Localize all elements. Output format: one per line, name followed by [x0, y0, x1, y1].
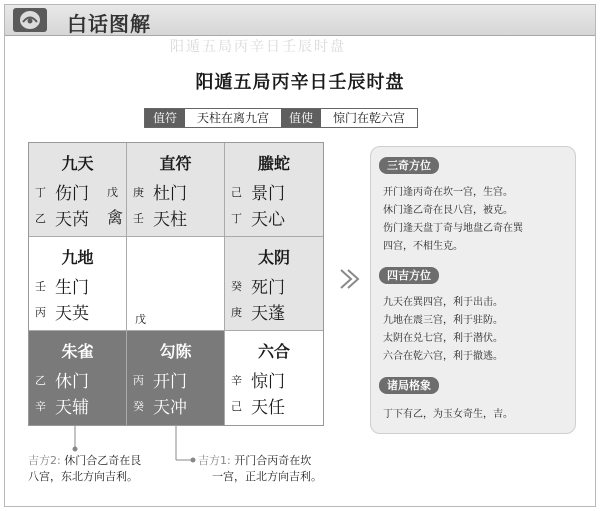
- panel-line: 丁下有乙，为玉女奇生，吉。: [383, 409, 513, 420]
- star-name: 天柱: [153, 210, 187, 230]
- god-name: 六合: [257, 342, 290, 361]
- header-title: 白话图解: [67, 12, 151, 36]
- panel-line: 四宫，不相生克。: [383, 241, 463, 252]
- panel-line: 开门逢丙奇在坎一宫，生宫。: [383, 187, 513, 198]
- section-tag-siji: 四吉方位: [379, 267, 439, 284]
- zhishi-value: 惊门在乾六宫: [321, 109, 417, 127]
- earth-stem: 辛: [35, 400, 46, 413]
- star-name: 天冲: [153, 398, 187, 418]
- section-tag-geju: 诸局格象: [379, 377, 439, 394]
- star-extra: 禽: [107, 208, 124, 227]
- door-name: 景门: [251, 184, 285, 204]
- callout-ji-fang-2: [28, 453, 141, 485]
- earth-stem: 丙: [35, 306, 46, 319]
- god-name: 太阴: [257, 248, 290, 267]
- callout-label: 吉方1:: [198, 454, 231, 467]
- panel-line: 九天在巽四宫，利于出击。: [383, 297, 503, 308]
- god-name: 九天: [61, 154, 94, 173]
- callout-text: 八宫，东北方向吉利。: [28, 470, 138, 483]
- god-name: 朱雀: [61, 342, 94, 361]
- heaven-stem: 丁: [35, 186, 46, 199]
- panel-line: 九地在震三宫，利于驻防。: [383, 315, 503, 326]
- heaven-stem: 己: [231, 186, 242, 199]
- panel-line: 伤门逢天盘丁奇与地盘乙奇在巽: [383, 223, 523, 234]
- earth-stem: 乙: [35, 212, 46, 225]
- star-name: 天辅: [55, 398, 89, 418]
- heaven-stem: 壬: [35, 280, 46, 293]
- zhifu-label: 值符: [145, 109, 185, 127]
- star-name: 天心: [251, 210, 285, 230]
- star-name: 天蓬: [251, 304, 285, 324]
- panel-line: 六合在乾六宫，利于撤逃。: [383, 351, 503, 362]
- section-tag-sanqi: 三奇方位: [379, 157, 439, 174]
- heaven-stem: 庚: [133, 186, 144, 199]
- center-stem: 戊: [135, 313, 146, 326]
- star-name: 天任: [251, 398, 285, 418]
- door-name: 杜门: [153, 184, 187, 204]
- callout-text: 开门合丙奇在坎: [234, 454, 312, 467]
- god-name: 螣蛇: [257, 154, 290, 173]
- panel-line: 休门逢乙奇在艮八宫，被克。: [383, 205, 513, 216]
- star-name: 天芮: [55, 210, 89, 230]
- callout-text: 一宫，正北方向吉利。: [212, 470, 322, 483]
- earth-stem: 戊: [107, 186, 118, 199]
- door-name: 死门: [251, 278, 285, 298]
- star-name: 天英: [55, 304, 89, 324]
- heaven-stem: 癸: [231, 280, 242, 293]
- panel-line: 太阴在兑七宫，利于潜伏。: [383, 333, 503, 344]
- door-name: 休门: [55, 372, 89, 392]
- door-name: 伤门: [55, 184, 89, 204]
- chart-title: 阳遁五局丙辛日壬辰时盘: [195, 72, 405, 93]
- heaven-stem: 乙: [35, 374, 46, 387]
- earth-stem: 丁: [231, 212, 242, 225]
- callout-label: 吉方2:: [28, 454, 61, 467]
- door-name: 惊门: [251, 372, 285, 392]
- zhifu-value: 天柱在离九宫: [185, 109, 281, 127]
- door-name: 开门: [153, 372, 187, 392]
- earth-stem: 庚: [231, 306, 242, 319]
- earth-stem: 壬: [133, 212, 144, 225]
- heaven-stem: 辛: [231, 374, 242, 387]
- earth-stem: 己: [231, 400, 242, 413]
- zhishi-label: 值使: [281, 109, 321, 127]
- god-name: 九地: [61, 248, 94, 267]
- door-name: 生门: [55, 278, 89, 298]
- heaven-stem: 丙: [133, 374, 144, 387]
- god-name: 直符: [159, 154, 192, 173]
- earth-stem: 癸: [133, 400, 144, 413]
- callout-ji-fang-1: [198, 453, 322, 485]
- faded-watermark-title: 阳遁五局丙辛日壬辰时盘: [170, 39, 346, 55]
- callout-text: 休门合乙奇在艮: [64, 454, 142, 467]
- god-name: 勾陈: [159, 342, 192, 361]
